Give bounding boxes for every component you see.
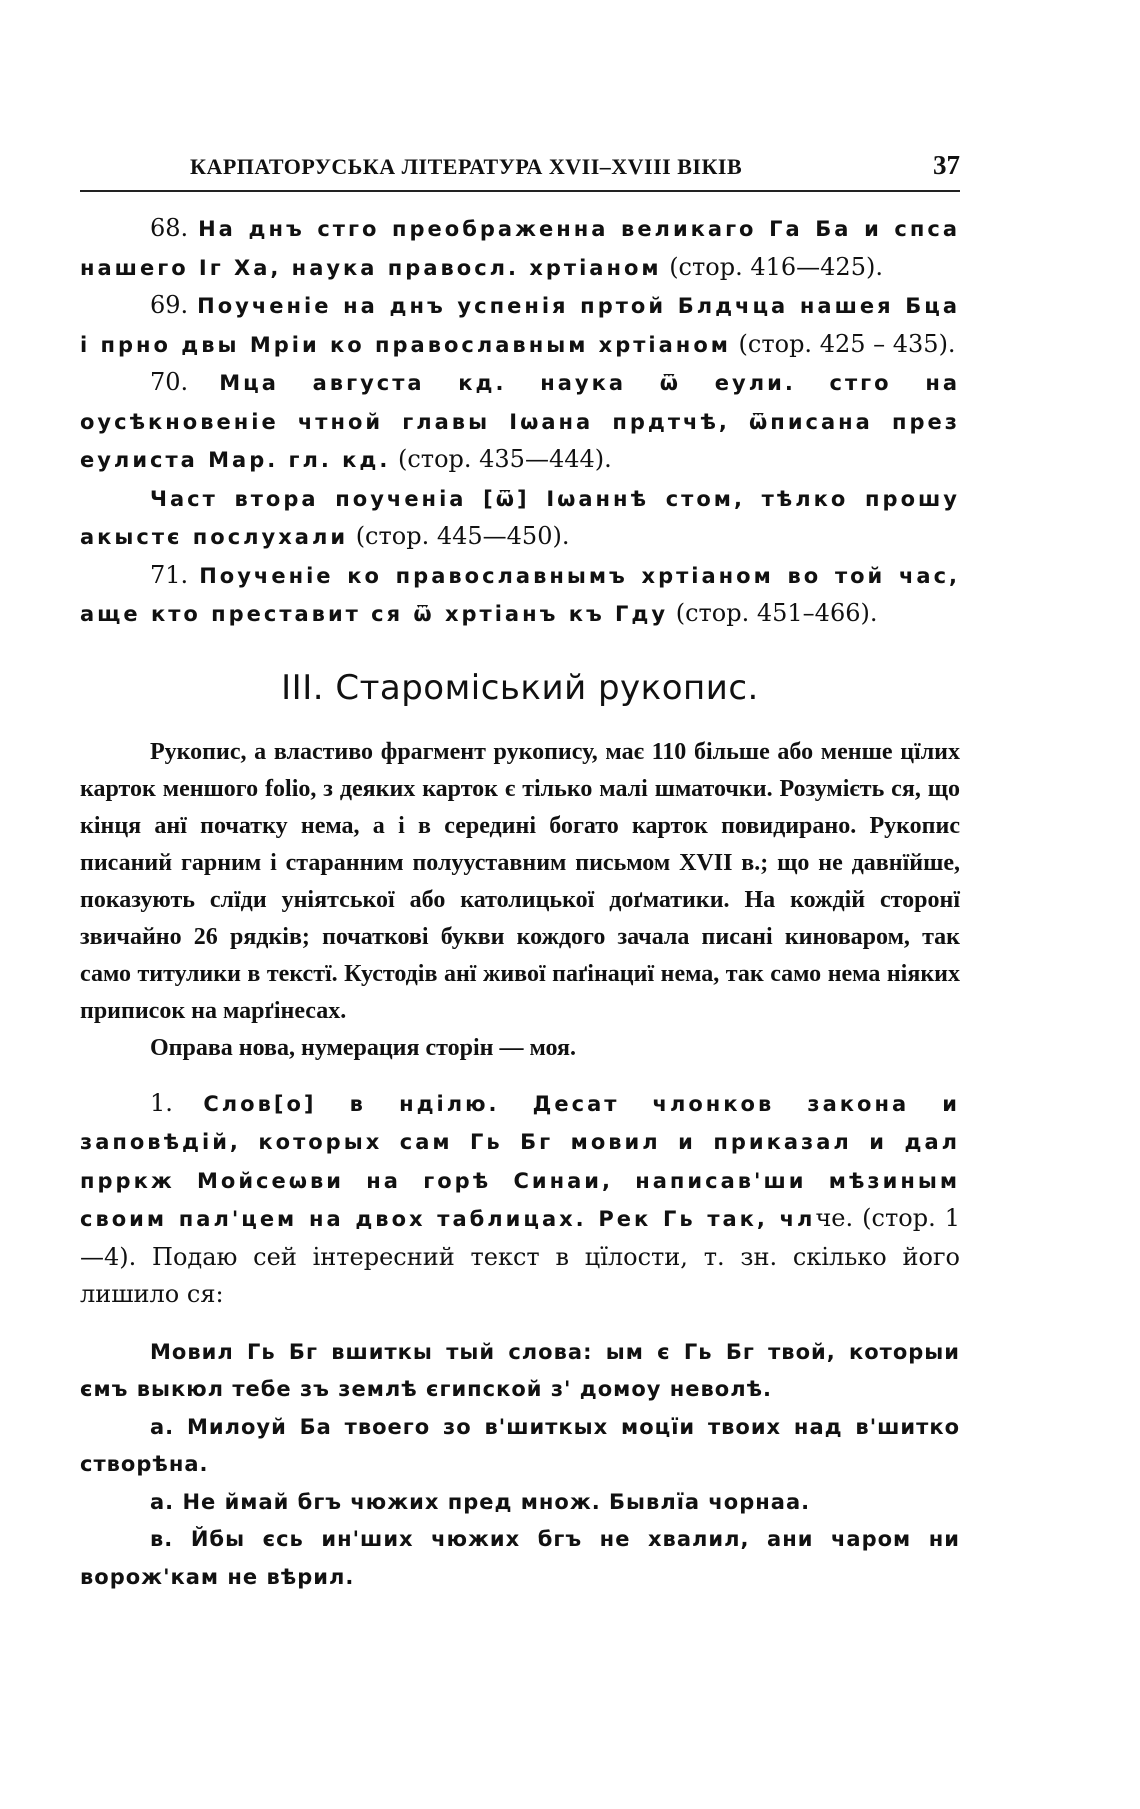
- header-rule: [80, 190, 960, 192]
- section-body: [80, 734, 960, 1067]
- section-heading: III. Староміський рукопис.: [281, 667, 759, 708]
- spacer: [80, 1067, 960, 1085]
- quote-line: в. Йбы єсь ин'ших чюжих бгъ не хвалил, ани чаром ни ворож'кам не вѣрил.: [80, 1527, 960, 1589]
- entry-ref: (стор. 416—425).: [661, 252, 883, 281]
- entry-68: [80, 210, 960, 287]
- quote-line: а. Милоуй Ба твоего зо в'шиткых моцїи твоих над в'шитко створѣна.: [80, 1414, 960, 1476]
- entry-ref: (стор. 451–466).: [668, 599, 878, 627]
- entry-71: [80, 557, 960, 634]
- item-title: Слов[о] в нділю. Десат члонков закона и заповѣдій, которых сам Гь Бг мовил и приказал и дал прркж Мойсеѡви на горѣ Синаи, написав'ши мѣзиным своим пал'цем на двох таблицах. Рек Гь так, чл: [80, 1091, 960, 1231]
- entry-title: На днъ стго преображенна великаго Га Ба и спса нашего Іг Ха, наука правосл. хртіаном: [80, 217, 960, 280]
- page-number: 37: [933, 150, 960, 180]
- quoted-text: [80, 1334, 960, 1597]
- book-page: [80, 150, 960, 1596]
- body-paragraph: Рукопис, а властиво фрагмент рукопису, має 110 більше або менше цїлих карток меншого folio, з деяких карток є тілько малі шматочки. Розумієть ся, що кінця анї початку нема, а і в середині богато карток повидирано. Рукопис писаний гарним і старанним полууставним письмом XVII в.; що не давнїйше, показують слїди уніятської або католицької доґматики. На кождій сторонї звичайно 26 рядків; початкові букви кождого зачала писані киноваром, так само титулики в текстї. Кустодів анї живої паґінациї нема, так само нема ніяких приписок на марґінесах.: [80, 738, 960, 1024]
- entry-list: [80, 210, 960, 634]
- item-ref: че. (стор. 1—4). Подаю сей інтересний текст в цїлости, т. зн. скілько його лишило ся:: [80, 1204, 960, 1308]
- quote-line: а. Не ймай бгъ чюжих пред множ. Бывлїа чорнаа.: [150, 1489, 811, 1514]
- entry-title: Мца августа кд. наука ѿ еули. стго на оусѣкновеніе чтной главы Іѡана прдтчѣ, ѿписана през еулиста Мар. гл. кд.: [80, 371, 961, 472]
- entry-number: 71.: [150, 560, 200, 589]
- entry-70-part2: [80, 480, 960, 557]
- entry-number: 69.: [150, 291, 198, 319]
- entry-ref: (стор. 425 – 435).: [730, 329, 956, 358]
- entry-title: Поученіе на днъ успенія пртой Блдчца нашея Бца і прно двы Мріи ко православным хртіаном: [80, 294, 961, 357]
- entry-title: Част втора поученіа [ѿ] Іѡаннѣ стом, тѣлко прошу акыстє послухали: [80, 486, 960, 549]
- entry-number: 70.: [150, 368, 220, 396]
- entry-number: 68.: [150, 214, 199, 242]
- item-1: [80, 1085, 960, 1314]
- item-number: 1.: [150, 1088, 204, 1117]
- quote-line: Мовил Гь Бг вшиткы тый слова: ым є Гь Бг твой, которыи ємъ выкюл тебе зъ землѣ єгипской з' домоу неволѣ.: [80, 1339, 960, 1401]
- entry-ref: (стор. 435—444).: [390, 445, 612, 473]
- entry-69: [80, 287, 960, 364]
- entry-70: [80, 364, 960, 480]
- entry-ref: (стор. 445—450).: [348, 522, 570, 550]
- running-title: КАРПАТОРУСЬКА ЛІТЕРАТУРА XVII–XVIII ВІКІВ: [190, 154, 743, 179]
- entry-title: Поученіе ко православнымъ хртіаном во той час, аще кто преставит ся ѿ хртіанъ къ Гду: [80, 563, 960, 626]
- page-header: [80, 150, 960, 184]
- body-paragraph: Оправа нова, нумерация сторін — моя.: [150, 1034, 577, 1061]
